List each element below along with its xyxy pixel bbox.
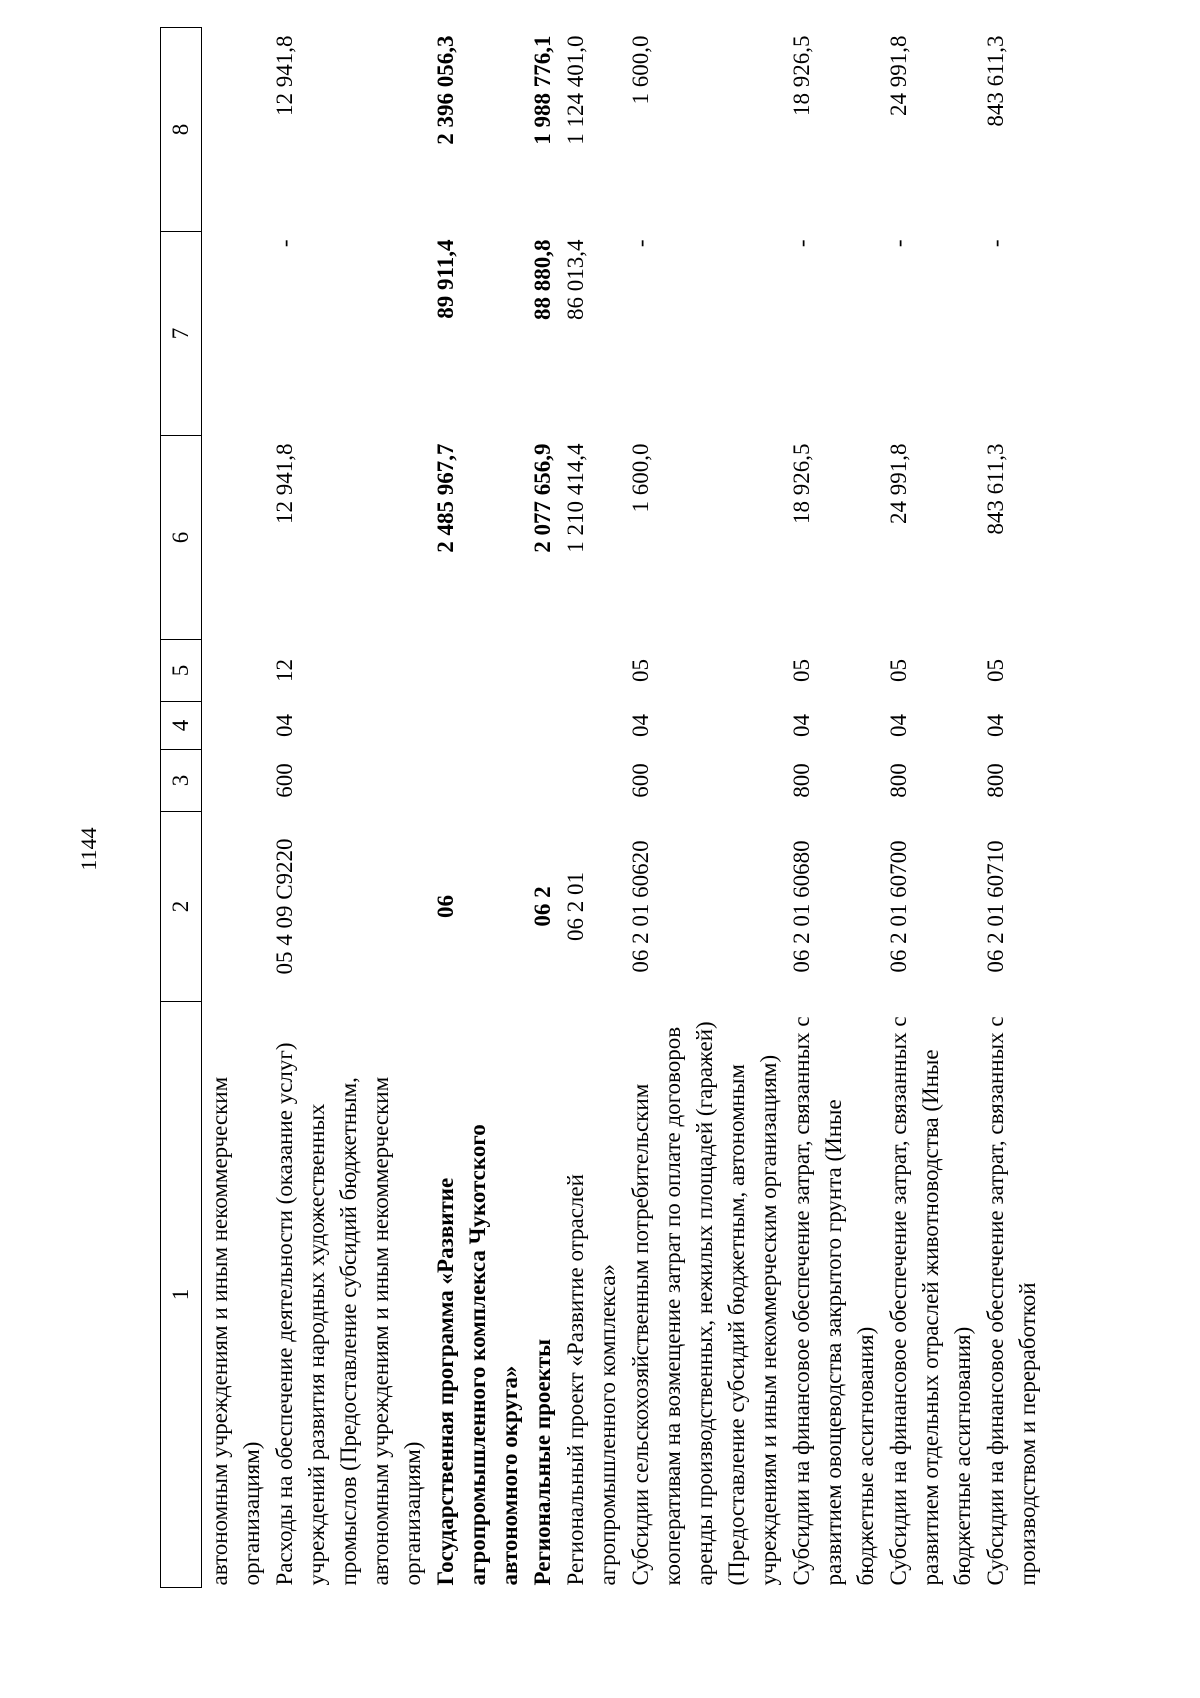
row-c3: [202, 750, 269, 812]
row-c6: 1 600,0: [628, 443, 653, 513]
row-c4: [202, 702, 269, 750]
row-c4: 04: [886, 714, 911, 737]
row-c3: 800: [983, 763, 1008, 798]
row-c7: -: [886, 239, 911, 248]
row-c6: 2 485 967,7: [433, 443, 458, 553]
row-c3: 600: [272, 763, 297, 798]
row-c3: [526, 750, 559, 812]
row-c8: 1 124 401,0: [563, 35, 588, 145]
row-c4: 04: [272, 714, 297, 737]
row-c5: 05: [983, 659, 1008, 682]
row-code: 06 2 01 60680: [789, 840, 814, 973]
row-c4: 04: [789, 714, 814, 737]
table-row: [268, 28, 429, 1588]
table-row: [785, 28, 882, 1588]
row-c4: [559, 702, 624, 750]
row-code: [202, 812, 269, 1002]
table-row: [624, 28, 785, 1588]
row-c8: 843 611,3: [983, 35, 1008, 127]
row-c7: 86 013,4: [563, 239, 588, 320]
row-c3: 800: [886, 763, 911, 798]
row-name: автономным учреждениям и иным некоммерческим организациям): [207, 1076, 264, 1586]
row-c6: 18 926,5: [789, 443, 814, 524]
row-c8: [202, 28, 269, 232]
row-c5: 12: [272, 659, 297, 682]
table-header: [161, 28, 202, 1588]
row-name: Субсидии на финансовое обеспечение затрат, связанных с производством и переработкой: [983, 1016, 1040, 1586]
row-c4: [429, 702, 526, 750]
row-c7: 88 880,8: [530, 239, 555, 320]
row-c8: 2 396 056,3: [433, 35, 458, 145]
row-c8: 24 991,8: [886, 35, 911, 116]
row-code: 06 2 01 60700: [886, 840, 911, 973]
row-c7: -: [272, 239, 297, 248]
row-code: 05 4 09 С9220: [272, 838, 297, 975]
row-c6: [202, 436, 269, 640]
row-name: Региональный проект «Развитие отраслей агропромышленного комплекса»: [563, 1174, 620, 1586]
row-name: Субсидии на финансовое обеспечение затрат, связанных с развитием отдельных отраслей животноводства (Иные бюджетные ассигнования): [886, 1016, 975, 1586]
row-c5: [429, 640, 526, 702]
column-header-3: 3: [161, 750, 202, 812]
table-row: [202, 28, 269, 1588]
row-c5: [202, 640, 269, 702]
column-header-2: 2: [161, 812, 202, 1002]
table-row: [526, 28, 559, 1588]
row-c3: [429, 750, 526, 812]
column-header-4: 4: [161, 702, 202, 750]
table-row: [882, 28, 979, 1588]
row-name: Расходы на обеспечение деятельности (оказание услуг) учреждений развития народных художественных промыслов (Предоставление субсидий бюджетным, автономным учреждениям и иным некоммерческим организациям): [272, 1042, 425, 1586]
row-c6: 24 991,8: [886, 443, 911, 524]
row-name: Субсидии сельскохозяйственным потребительским кооперативам на возмещение затрат по оплате договоров аренды производственных, нежилых площадей (гаражей) (Предоставление субсидий бюджетным, автономным учреждениям и иным некоммерческим организациям): [628, 1021, 781, 1586]
row-c5: 05: [789, 659, 814, 682]
row-c3: 800: [789, 763, 814, 798]
budget-table: [160, 27, 1044, 1588]
row-c7: 89 911,4: [433, 239, 458, 319]
page-number: 1144: [76, 827, 101, 871]
row-c6: 843 611,3: [983, 443, 1008, 535]
row-c4: 04: [628, 714, 653, 737]
row-code: 06: [433, 895, 458, 918]
row-c7: -: [983, 239, 1008, 248]
column-header-8: 8: [161, 28, 202, 232]
row-c5: [526, 640, 559, 702]
row-c3: [559, 750, 624, 812]
row-c6: 1 210 414,4: [563, 443, 588, 553]
row-c8: 1 988 776,1: [530, 35, 555, 145]
row-c7: [202, 232, 269, 436]
row-c8: 1 600,0: [628, 35, 653, 105]
row-c6: 2 077 656,9: [530, 443, 555, 553]
table-row: [979, 28, 1044, 1588]
row-c6: 12 941,8: [272, 443, 297, 524]
column-header-6: 6: [161, 436, 202, 640]
row-name: Субсидии на финансовое обеспечение затрат, связанных с развитием овощеводства закрытого грунта (Иные бюджетные ассигнования): [789, 1016, 878, 1586]
table-row: [429, 28, 526, 1588]
row-c8: 12 941,8: [272, 35, 297, 116]
row-code: 06 2 01: [563, 872, 588, 941]
row-code: 06 2: [530, 886, 555, 927]
row-name: Региональные проекты: [530, 1338, 555, 1586]
row-c3: 600: [628, 763, 653, 798]
table-row: [559, 28, 624, 1588]
column-header-1: 1: [161, 1002, 202, 1588]
row-c4: 04: [983, 714, 1008, 737]
column-header-5: 5: [161, 640, 202, 702]
row-c5: 05: [886, 659, 911, 682]
row-c4: [526, 702, 559, 750]
row-code: 06 2 01 60710: [983, 840, 1008, 973]
row-c8: 18 926,5: [789, 35, 814, 116]
row-c7: -: [789, 239, 814, 248]
row-c5: 05: [628, 659, 653, 682]
row-c5: [559, 640, 624, 702]
row-c7: -: [628, 239, 653, 248]
table-body: [202, 28, 1045, 1588]
column-header-7: 7: [161, 232, 202, 436]
row-name: Государственная программа «Развитие агропромышленного комплекса Чукотского автономного округа»: [433, 1124, 522, 1586]
row-code: 06 2 01 60620: [628, 840, 653, 973]
